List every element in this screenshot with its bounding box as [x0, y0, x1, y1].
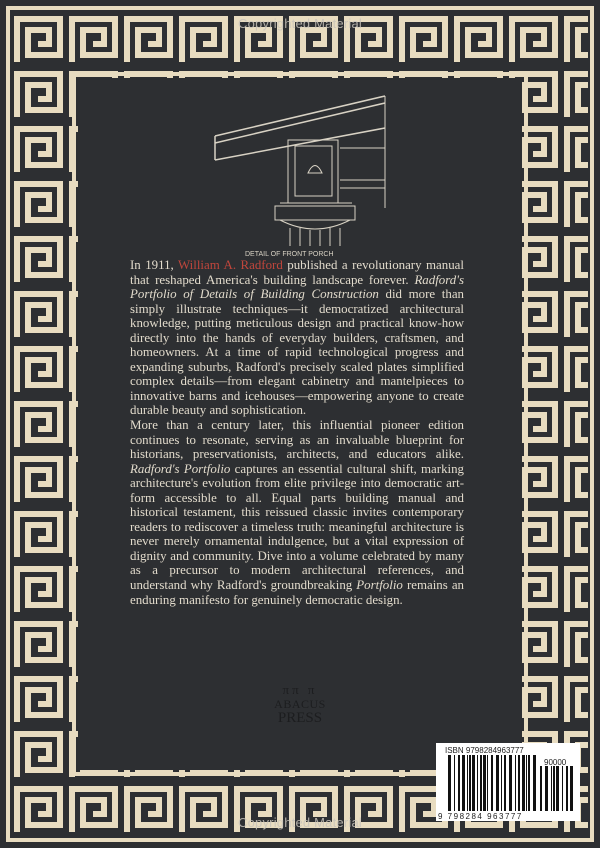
barcode-bar	[480, 755, 482, 811]
barcode-bar	[496, 755, 499, 811]
barcode-bar	[454, 755, 455, 811]
abacus-icon: ππ π	[282, 682, 318, 697]
text: published a revolutionary manual that reshaped America's building landscape forever.	[130, 258, 464, 287]
illustration-caption: DETAIL OF FRONT PORCH	[245, 251, 334, 258]
book-title-short: Radford's Portfolio	[130, 461, 231, 476]
barcode-bar	[462, 755, 465, 811]
barcode-bar	[562, 766, 563, 811]
barcode-bar	[448, 755, 451, 811]
isbn-label: ISBN 9798284963777	[445, 746, 524, 755]
barcode-bar	[477, 755, 478, 811]
barcode-bar	[570, 766, 573, 811]
barcode-bar	[491, 755, 493, 811]
publisher-name-line1: ABACUS	[274, 697, 326, 711]
copyright-watermark-bottom: Copyrighted Material	[238, 815, 362, 830]
barcode-bar	[504, 755, 506, 811]
price-code: 90000	[544, 758, 567, 767]
text: In 1911,	[130, 258, 179, 272]
barcode-bar	[483, 755, 486, 811]
barcode-bar	[528, 755, 530, 811]
barcode-bar	[518, 755, 520, 811]
text: remains an enduring manifesto for genuinely democratic design.	[130, 578, 464, 607]
book-description	[130, 258, 464, 607]
barcode-bar	[458, 755, 460, 811]
barcode-digits: 9 798284 963777	[438, 812, 523, 821]
barcode-bar	[556, 766, 559, 811]
text: did more than simply illustrate techniques—it democratized architectural knowledge, putting meticulous design and practical know-how directly into the hands of everyday builders, craftsmen, and homeowners. At a time of rapid technological progress and expanding suburbs, Radford's precisely scaled plates simplified complex details—from elegant cabinetry and mantelpieces to innovative barns and icehouses—empowering anyone to create durable beauty and sophistication.	[130, 287, 464, 418]
barcode-bar	[551, 766, 552, 811]
barcode-bar	[472, 755, 475, 811]
barcode-bar	[509, 755, 512, 811]
barcode-bar	[515, 755, 516, 811]
barcode-bar	[526, 755, 527, 811]
paragraph-1	[130, 258, 464, 418]
barcode-bar	[566, 766, 568, 811]
barcode-bar	[522, 755, 525, 811]
isbn-barcode	[436, 743, 580, 821]
paragraph-2	[130, 418, 464, 607]
publisher-logo	[255, 682, 345, 726]
barcode-bar	[545, 766, 548, 811]
text: captures an essential cultural shift, marking architecture's evolution from elite privilege into democratic art-form accessible to all. Equal parts building manual and historical testament, this reissued classic invites contemporary readers to rediscover a timeless truth: meaningful architecture is never merely ornamental indulgence, but a vital expression of dignity and community. Dive into a volume celebrated by many as a precursor to modern architectural references, and understand why Radford's groundbreaking	[130, 461, 464, 593]
barcode-bar	[467, 755, 468, 811]
barcode-bar	[487, 755, 488, 811]
copyright-watermark-top: Copyrighted Material	[238, 16, 362, 31]
book-title: Radford's Portfolio of Details of Building Construction	[130, 272, 464, 302]
author-name: William A. Radford	[178, 258, 283, 272]
book-title-word: Portfolio	[356, 578, 403, 593]
barcode-bar	[469, 755, 471, 811]
text: More than a century later, this influential pioneer edition continues to resonate, serving as an invaluable blueprint for historians, preservationists, architects, and educators alike.	[130, 418, 464, 462]
barcode-bar	[501, 755, 502, 811]
publisher-name-line2: PRESS	[277, 710, 323, 726]
porch-detail-illustration	[200, 88, 400, 258]
barcode-bar	[533, 755, 536, 811]
barcode-bar	[553, 766, 555, 811]
barcode-bar	[540, 766, 542, 811]
